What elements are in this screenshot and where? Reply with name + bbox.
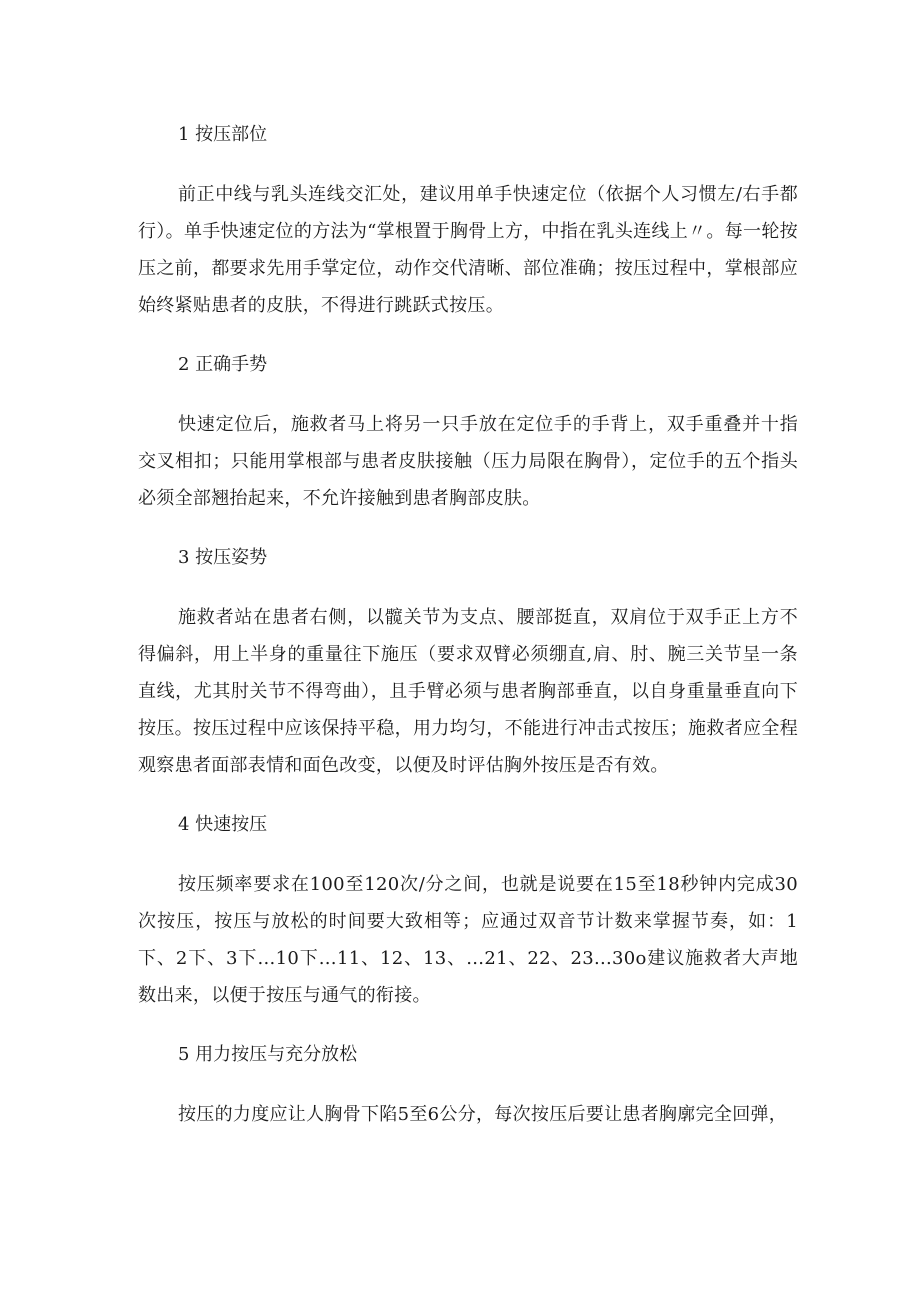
section-heading: 2 正确手势 — [178, 354, 268, 375]
section-heading: 3 按压姿势 — [178, 547, 268, 568]
section-paragraph: 施救者站在患者右侧，以髋关节为支点、腰部挺直，双肩位于双手正上方不得偏斜，用上半身的重量往下施压（要求双臂必须绷直,肩、肘、腕三关节呈一条直线，尤其肘关节不得弯曲），且手臂必须与患者胸部垂直，以自身重量垂直向下按压。按压过程中应该保持平稳，用力均匀，不能进行冲击式按压；施救者应全程观察患者面部表情和面色改变，以便及时评估胸外按压是否有效。 — [138, 607, 798, 776]
section-heading: 4 快速按压 — [178, 814, 268, 835]
section-heading: 5 用力按压与充分放松 — [178, 1044, 358, 1065]
section-paragraph: 按压频率要求在100至120次/分之间，也就是说要在15至18秒钟内完成30次按压，按压与放松的时间要大致相等；应通过双音节计数来掌握节奏，如：1下、2下、3下…10下…11、12、13、…21、22、23...30o建议施救者大声地数出来，以便于按压与通气的衔接。 — [138, 874, 798, 1006]
document-body — [138, 120, 798, 1159]
section-heading: 1 按压部位 — [178, 124, 268, 145]
section-paragraph: 按压的力度应让人胸骨下陷5至6公分，每次按压后要让患者胸廓完全回弹， — [178, 1104, 788, 1125]
section-paragraph: 快速定位后，施救者马上将另一只手放在定位手的手背上，双手重叠并十指交叉相扣；只能用掌根部与患者皮肤接触（压力局限在胸骨），定位手的五个指头必须全部翘抬起来，不允许接触到患者胸部皮肤。 — [138, 414, 798, 509]
section-paragraph: 前正中线与乳头连线交汇处，建议用单手快速定位（依据个人习惯左/右手都行）。单手快速定位的方法为“掌根置于胸骨上方，中指在乳头连线上〃。每一轮按压之前，都要求先用手掌定位，动作交代清晰、部位准确；按压过程中，掌根部应始终紧贴患者的皮肤，不得进行跳跃式按压。 — [138, 184, 798, 316]
